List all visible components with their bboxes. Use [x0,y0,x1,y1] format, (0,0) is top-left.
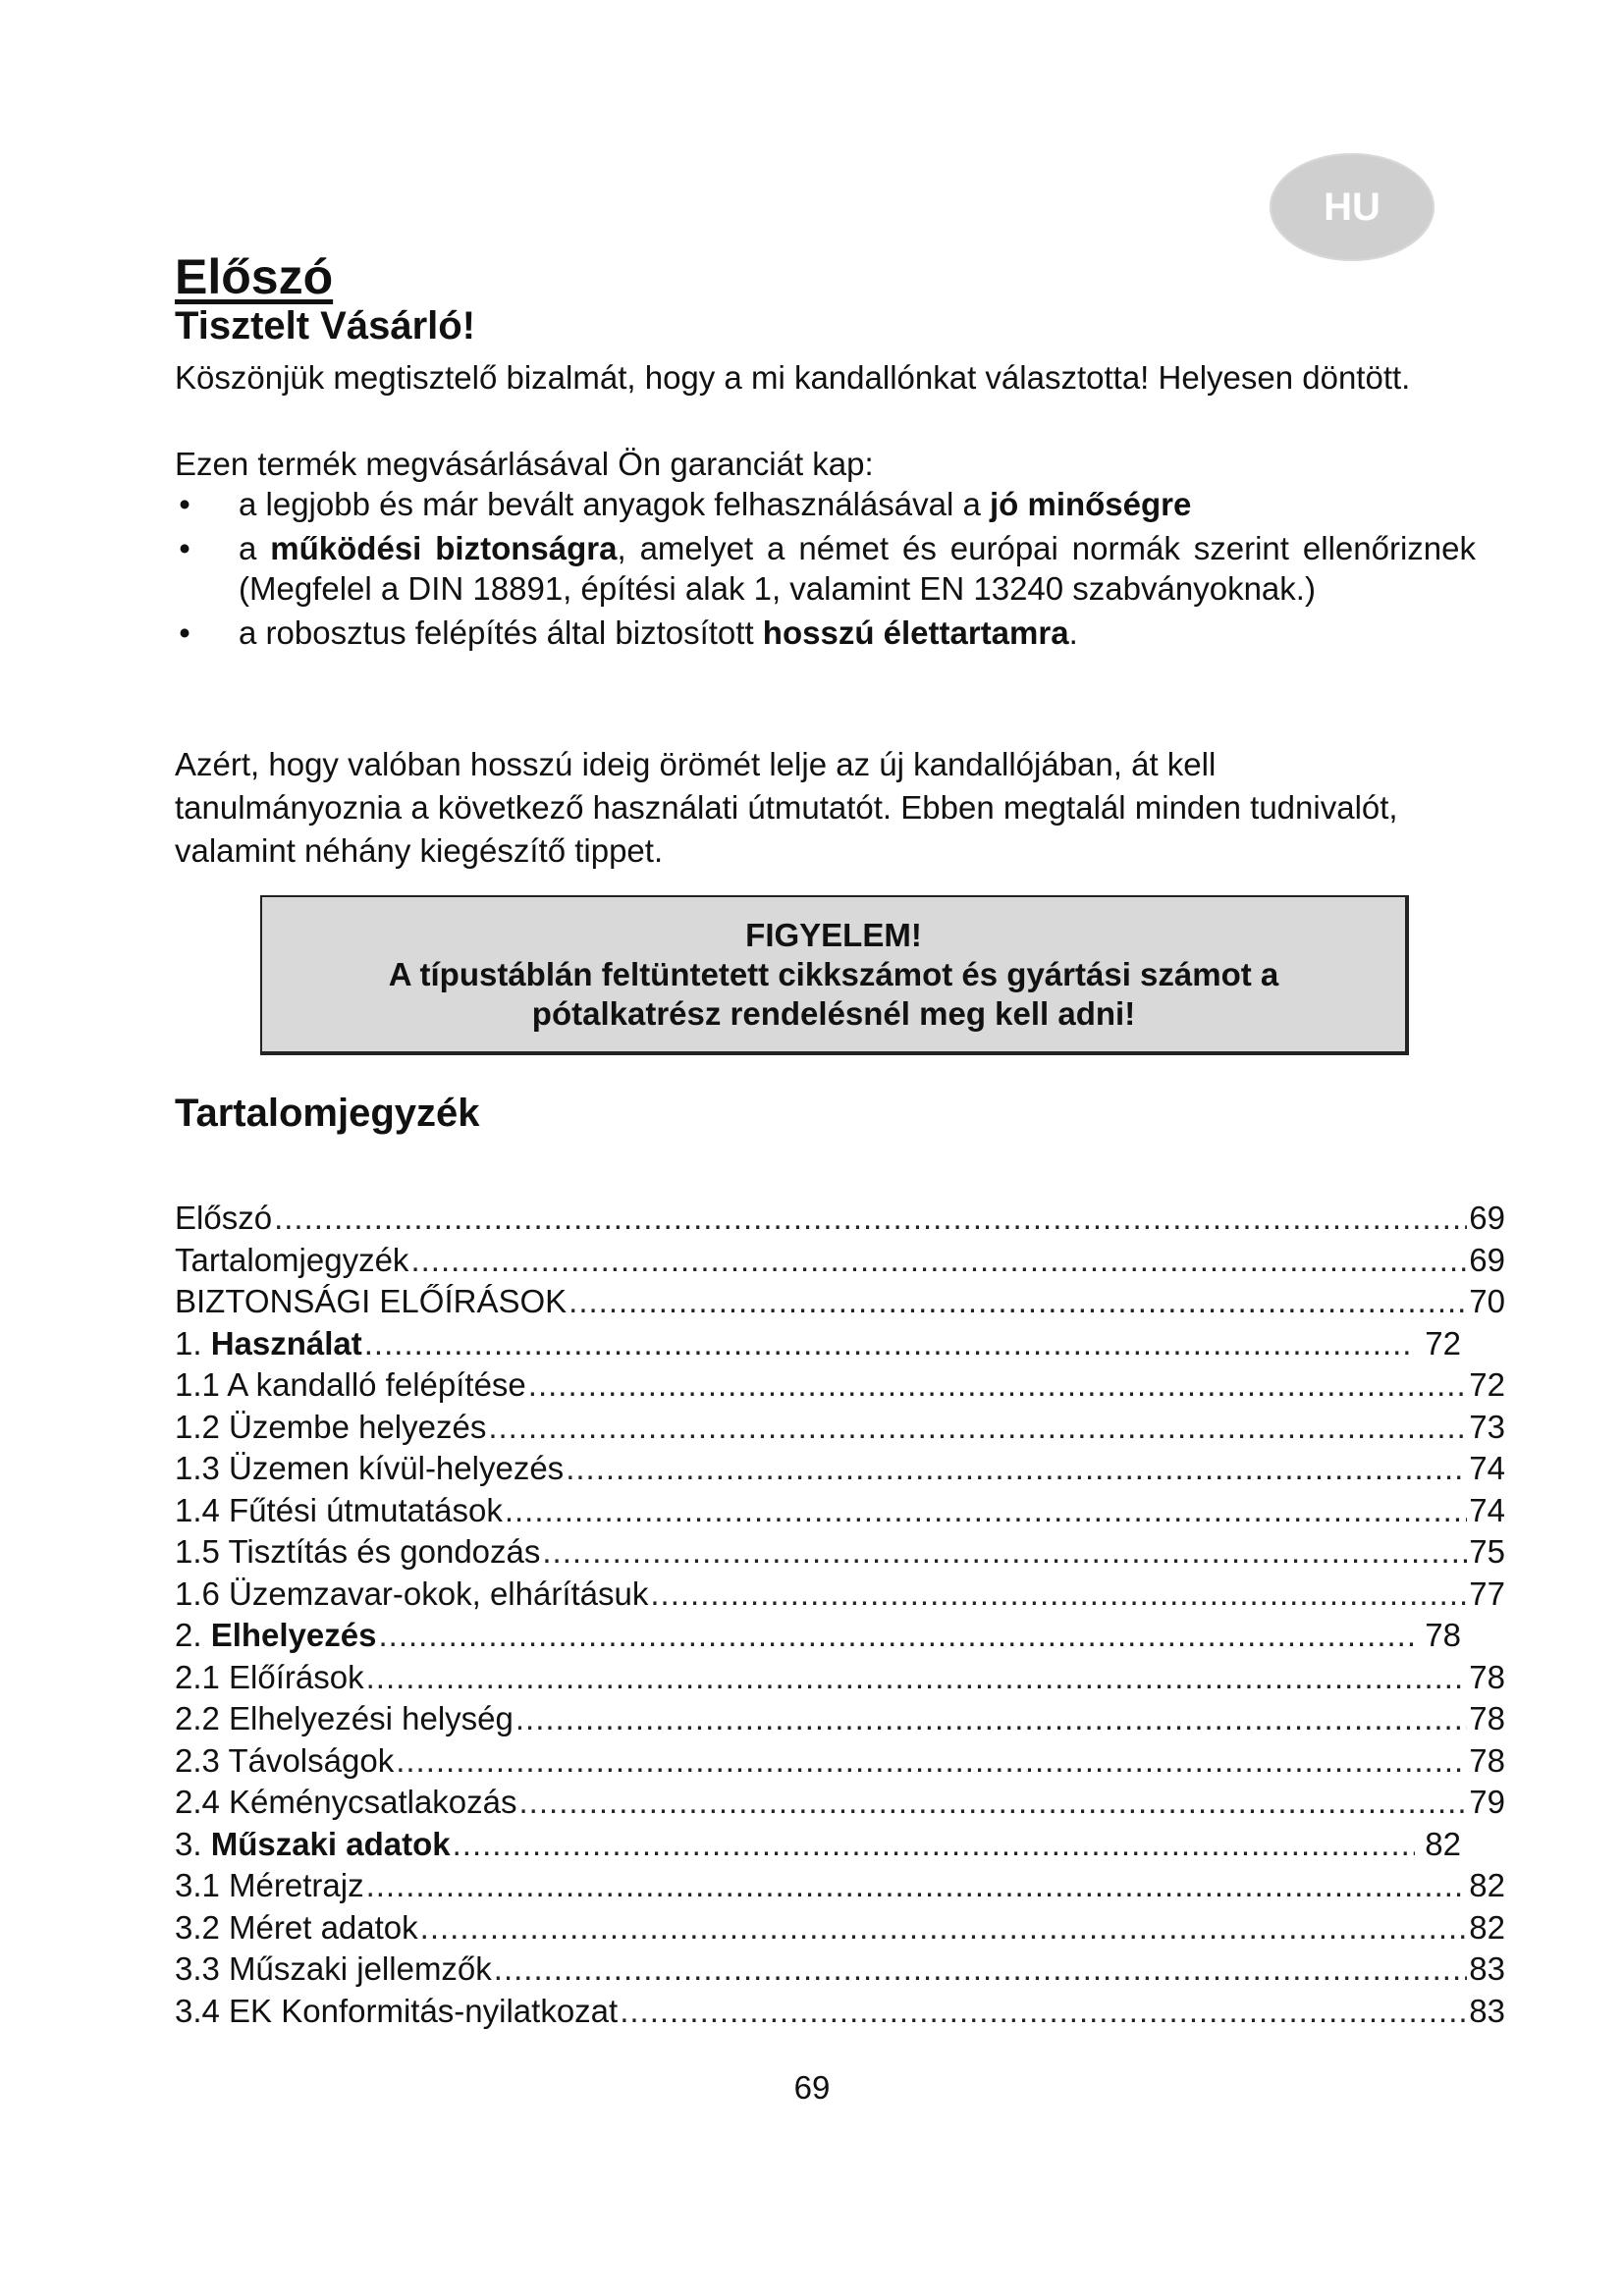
toc-entry[interactable] [175,1492,1505,1534]
instructions-paragraph: Azért, hogy valóban hosszú ideig örömét lelje az új kandallójában, át kell tanulmányoznia a következő használati útmutatót. Ebben megtalál minden tudnivalót, valamint néhány kiegészítő tippet. [175,746,1398,869]
toc-entry-label: 2.3 Távolságok [175,1741,395,1779]
toc-entry[interactable] [175,1200,1505,1242]
toc-entry-label: 3.3 Műszaki jellemzők [175,1950,492,1987]
toc-entry-title: Használat [210,1324,362,1362]
toc-entry-page: 82 [1469,1867,1505,1903]
list-item: • a robosztus felépítés által biztosított hosszú élettartamra. [175,613,1476,653]
toc-entry-label: 2.1 Előírások [175,1658,364,1695]
toc-leader-dots [366,1659,1468,1696]
bullet-icon: • [179,486,190,522]
toc-entry[interactable] [175,1700,1505,1742]
toc-entry[interactable] [175,1409,1505,1451]
toc-entry[interactable] [175,1617,1461,1659]
toc-leader-dots [505,1492,1467,1529]
toc-entry-page: 70 [1469,1283,1505,1319]
toc-leader-dots [366,1867,1468,1904]
warning-title: FIGYELEM! [745,916,922,953]
toc-entry-page: 82 [1425,1825,1461,1862]
warning-line: pótalkatrész rendelésnél meg kell adni! [531,994,1136,1032]
intro-paragraph: Köszönjük megtisztelő bizalmát, hogy a mi kandallónkat választotta! Helyesen döntött. [175,359,1411,396]
toc-entry-page: 72 [1469,1366,1505,1403]
toc-entry[interactable] [175,1950,1505,1993]
toc-leader-dots [528,1366,1468,1404]
toc-entry[interactable] [175,1575,1505,1618]
toc-entry-label: 1.3 Üzemen kívül-helyezés [175,1450,565,1486]
toc-entry[interactable] [175,1826,1461,1868]
toc-entry-label [175,1617,376,1654]
toc-entry-label: 3.4 EK Konformitás-nyilatkozat [175,1992,619,2029]
page-number: 69 [793,2069,831,2106]
toc-entry-page: 69 [1469,1200,1505,1236]
toc-entry-page: 83 [1469,1950,1505,1987]
toc-entry-page: 82 [1469,1908,1505,1946]
greeting-heading: Tisztelt Vásárló! [175,304,476,347]
toc-entry-page: 78 [1469,1700,1505,1736]
toc-entry[interactable] [175,1742,1505,1785]
toc-heading: Tartalomjegyzék [175,1092,480,1135]
toc-entry-number: 1. [175,1324,211,1362]
toc-leader-dots [274,1200,1467,1237]
toc-leader-dots [650,1575,1467,1613]
toc-entry-page: 77 [1469,1575,1505,1612]
toc-entry-page: 83 [1469,1992,1505,2029]
toc-leader-dots [494,1950,1468,1988]
toc-entry-label: 1.4 Fűtési útmutatások [175,1491,503,1528]
toc-entry[interactable] [175,1325,1461,1367]
bullet-icon: • [179,614,190,651]
table-of-contents [175,1200,1505,2034]
toc-entry-page: 78 [1425,1617,1461,1653]
toc-entry-label: 2.4 Kéménycsatlakozás [175,1784,517,1820]
toc-entry[interactable] [175,1909,1505,1951]
toc-entry-title: Műszaki adatok [210,1825,451,1862]
toc-entry-number: 3. [175,1825,211,1862]
toc-leader-dots [519,1784,1468,1821]
toc-leader-dots [364,1325,1416,1362]
toc-leader-dots [453,1826,1416,1863]
toc-entry-label: 3.2 Méret adatok [175,1908,418,1946]
toc-entry[interactable] [175,1867,1505,1909]
toc-entry-page: 72 [1425,1324,1461,1362]
toc-leader-dots [396,1742,1467,1780]
toc-leader-dots [620,1993,1467,2030]
toc-entry-page: 78 [1469,1658,1505,1695]
toc-entry[interactable] [175,1242,1505,1284]
guarantee-intro: Ezen termék megvásárlásával Ön garanciát kap: [175,446,874,482]
page-title: Előszó [175,249,334,304]
toc-leader-dots [568,1283,1467,1320]
toc-entry-page: 74 [1469,1491,1505,1528]
toc-entry-number: 2. [175,1617,211,1653]
toc-leader-dots [420,1909,1468,1947]
toc-leader-dots [378,1617,1415,1654]
warning-line: A típustáblán feltüntetett cikkszámot és gyártási számot a [388,955,1279,992]
toc-entry-page: 78 [1469,1741,1505,1779]
language-badge: HU [1270,153,1435,261]
toc-leader-dots [542,1533,1467,1571]
toc-leader-dots [410,1242,1467,1279]
toc-entry[interactable] [175,1283,1505,1325]
list-item: • a legjobb és már bevált anyagok felhasználásával a jó minőségre [175,484,1476,524]
toc-leader-dots [515,1700,1467,1737]
toc-entry-label: BIZTONSÁGI ELŐÍRÁSOK [175,1283,568,1319]
toc-entry-label: 2.2 Elhelyezési helység [175,1700,514,1736]
warning-box [260,895,1409,1055]
toc-entry-label: 1.1 A kandalló felépítése [175,1366,526,1403]
toc-entry[interactable] [175,1784,1505,1826]
toc-entry-label: 1.6 Üzemzavar-okok, elhárításuk [175,1575,649,1612]
guarantee-list [175,484,1476,657]
toc-entry-label: 3.1 Méretrajz [175,1867,364,1903]
toc-entry-label: Tartalomjegyzék [175,1241,409,1278]
toc-leader-dots [488,1409,1467,1446]
toc-entry-label: Előszó [175,1200,273,1236]
toc-entry[interactable] [175,1366,1505,1409]
toc-entry-page: 75 [1469,1533,1505,1570]
toc-entry-page: 79 [1469,1784,1505,1820]
toc-entry-label: 1.2 Üzembe helyezés [175,1408,487,1445]
toc-entry-page: 73 [1469,1408,1505,1445]
toc-entry-page: 69 [1469,1241,1505,1278]
toc-entry[interactable] [175,1993,1505,2035]
toc-entry-page: 74 [1469,1450,1505,1486]
toc-entry-label [175,1826,451,1863]
bullet-icon: • [179,530,190,566]
toc-entry-label: 1.5 Tisztítás és gondozás [175,1533,541,1570]
toc-leader-dots [566,1450,1467,1487]
toc-entry[interactable] [175,1450,1505,1492]
toc-entry[interactable] [175,1659,1505,1701]
list-item: • a működési biztonságra, amelyet a német és európai normák szerint ellenőriznek (Megfelel a DIN 18891, építési alak 1, valamint EN 13240 szabványoknak.) [175,528,1476,609]
toc-entry[interactable] [175,1533,1505,1575]
toc-entry-title: Elhelyezés [210,1617,377,1653]
toc-entry-label [175,1325,362,1362]
